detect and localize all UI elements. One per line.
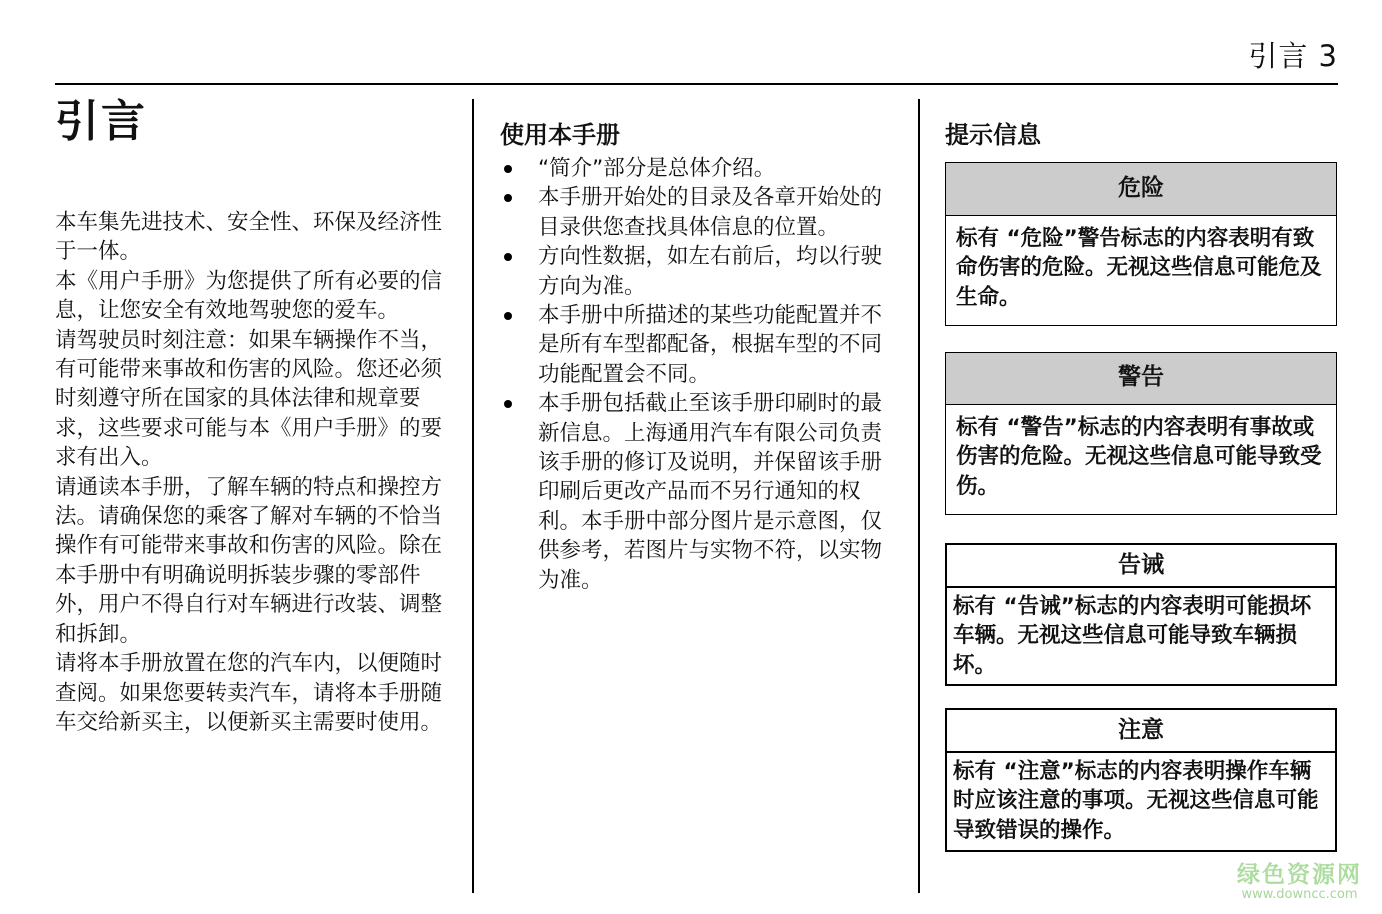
notice-header: 警告 (946, 353, 1336, 405)
list-item (500, 389, 890, 595)
notice-header: 告诫 (947, 545, 1335, 588)
notice-box-danger (945, 162, 1337, 326)
column-divider-left (472, 99, 474, 893)
bullet-icon (504, 253, 512, 261)
column-divider-right (918, 99, 920, 893)
watermark-url: www.downcc.com (1241, 887, 1358, 902)
notice-text: 标有 “危险”警告标志的内容表明有致命伤害的危险。无视这些信息可能危及生命。 (956, 226, 1322, 310)
list-item-text: 本手册开始处的目录及各章开始处的目录供您查找具体信息的位置。 (538, 185, 883, 240)
paragraph: 本《用户手册》为您提供了所有必要的信息，让您安全有效地驾驶您的爱车。 (55, 268, 443, 324)
watermark-name: 绿色资源网 (1237, 862, 1362, 888)
bullet-icon (504, 194, 512, 202)
list-item-text: 本手册中所描述的某些功能配置并不是所有车型都配备，根据车型的不同功能配置会不同。 (538, 303, 883, 387)
list-item-text: “简介”部分是总体介绍。 (538, 156, 776, 181)
notice-text: 标有 “警告”标志的内容表明有事故或伤害的危险。无视这些信息可能导致受伤。 (956, 415, 1322, 499)
left-column (55, 92, 450, 737)
list-item-text: 方向性数据，如左右前后，均以行驶方向为准。 (538, 244, 883, 299)
notice-text: 标有 “注意”标志的内容表明操作车辆时应该注意的事项。无视这些信息可能导致错误的操作。 (953, 759, 1319, 843)
list-item (500, 183, 890, 242)
paragraph: 请通读本手册，了解车辆的特点和操控方法。请确保您的乘客了解对车辆的不恰当操作有可能带来事故和伤害的风险。除在本手册中有明确说明拆装步骤的零部件外，用户不得自行对车辆进行改装、调整和拆卸。 (55, 474, 443, 647)
list-item (500, 154, 890, 183)
section-title-notices: 提示信息 (945, 121, 1041, 149)
notice-header: 注意 (947, 710, 1335, 753)
watermark (1237, 856, 1362, 902)
bullet-icon (504, 312, 512, 320)
notice-box-note (945, 708, 1337, 852)
paragraph: 本车集先进技术、安全性、环保及经济性于一体。 (55, 210, 443, 265)
bullet-icon (504, 165, 512, 173)
section-title-using-manual: 使用本手册 (500, 121, 620, 149)
chapter-title: 引言 (55, 96, 147, 147)
running-header: 引言 3 (1248, 39, 1338, 73)
right-column (945, 118, 1339, 878)
list-item-text: 本手册包括截止至该手册印刷时的最新信息。上海通用汽车有限公司负责该手册的修订及说明，并保留该手册印刷后更改产品而不另行通知的权利。本手册中部分图片是示意图，仅供参考，若图片与实物不符，以实物为准。 (538, 391, 883, 593)
list-item (500, 242, 890, 301)
middle-column (500, 118, 890, 595)
notice-box-warning (945, 352, 1337, 515)
notice-header: 危险 (946, 163, 1336, 216)
paragraph: 请驾驶员时刻注意：如果车辆操作不当，有可能带来事故和伤害的风险。您还必须时刻遵守所在国家的具体法律和规章要求，这些要求可能与本《用户手册》的要求有出入。 (55, 327, 443, 471)
notice-text: 标有 “告诫”标志的内容表明可能损坏车辆。无视这些信息可能导致车辆损坏。 (953, 594, 1312, 678)
top-rule (55, 83, 1338, 85)
bullet-icon (504, 400, 512, 408)
notice-box-caution (945, 543, 1337, 686)
intro-text (55, 208, 450, 737)
list-item (500, 301, 890, 389)
paragraph: 请将本手册放置在您的汽车内，以便随时查阅。如果您要转卖汽车，请将本手册随车交给新买主，以便新买主需要时使用。 (55, 651, 443, 735)
bullet-list (500, 154, 890, 595)
